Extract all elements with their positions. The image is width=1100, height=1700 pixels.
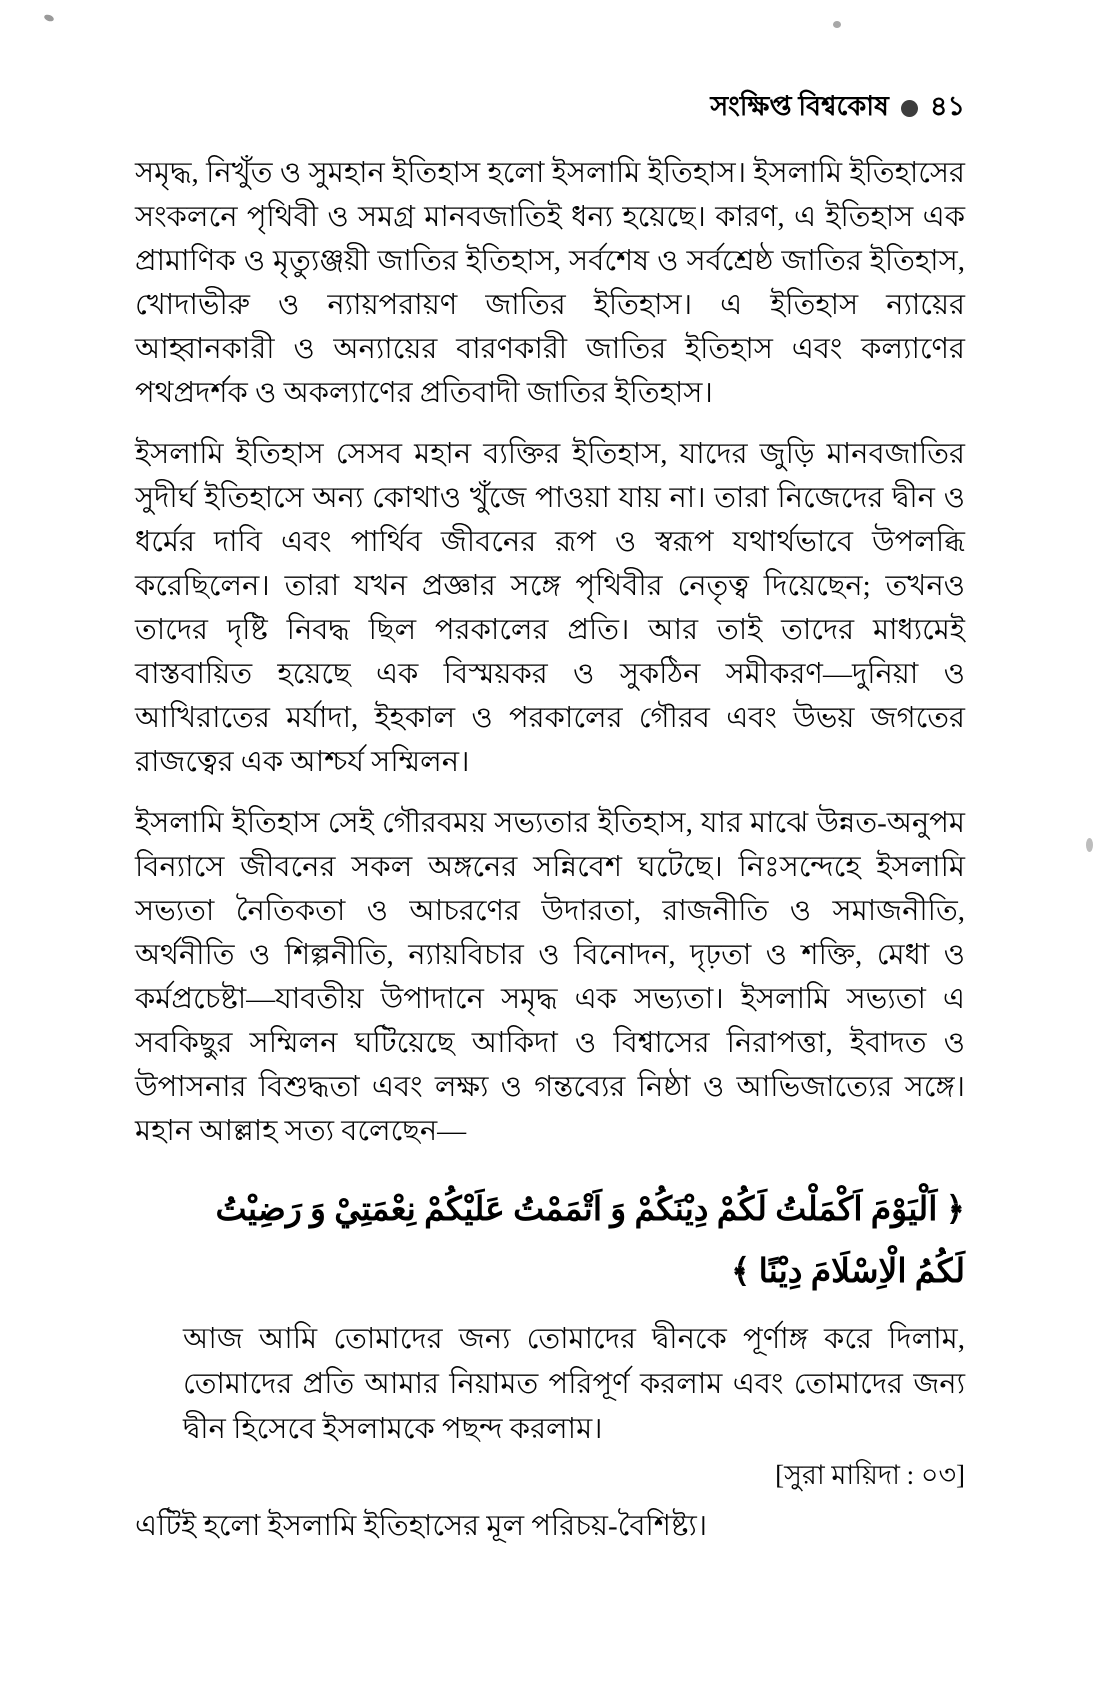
running-header <box>135 86 965 131</box>
verse-citation: [সুরা মায়িদা : ০৩] <box>775 1460 965 1490</box>
running-header-title: সংক্ষিপ্ত বিশ্বকোষ <box>710 91 889 121</box>
scan-speck <box>833 21 841 28</box>
body-paragraph-2: ইসলামি ইতিহাস সেসব মহান ব্যক্তির ইতিহাস, যাদের জুড়ি মানবজাতির সুদীর্ঘ ইতিহাসে অন্য কোথাও খুঁজে পাওয়া যায় না। তারা নিজেদের দ্বীন ও ধর্মের দাবি এবং পার্থিব জীবনের রূপ ও স্বরূপ যথার্থভাবে উপলব্ধি করেছিলেন। তারা যখন প্রজ্ঞার সঙ্গে পৃথিবীর নেতৃত্ব দিয়েছেন; তখনও তাদের দৃষ্টি নিবদ্ধ ছিল পরকালের প্রতি। আর তাই তাদের মাধ্যমেই বাস্তবায়িত হয়েছে এক বিস্ময়কর ও সুকঠিন সমীকরণ—দুনিয়া ও আখিরাতের মর্যাদা, ইহকাল ও পরকালের গৌরব এবং উভয় জগতের রাজত্বের এক আশ্চর্য সম্মিলন। <box>135 438 965 778</box>
body-paragraph-1: সমৃদ্ধ, নিখুঁত ও সুমহান ইতিহাস হলো ইসলামি ইতিহাস। ইসলামি ইতিহাসের সংকলনে পৃথিবী ও সমগ্র মানবজাতিই ধন্য হয়েছে। কারণ, এ ইতিহাস এক প্রামাণিক ও মৃত্যুঞ্জয়ী জাতির ইতিহাস, সর্বশেষ ও সর্বশ্রেষ্ঠ জাতির ইতিহাস, খোদাভীরু ও ন্যায়পরায়ণ জাতির ইতিহাস। এ ইতিহাস ন্যায়ের আহ্বানকারী ও অন্যায়ের বারণকারী জাতির ইতিহাস এবং কল্যাণের পথপ্রদর্শক ও অকল্যাণের প্রতিবাদী জাতির ইতিহাস। <box>135 157 965 409</box>
scan-speck <box>1086 838 1093 852</box>
closing-line: এটিই হলো ইসলামি ইতিহাসের মূল পরিচয়-বৈশিষ্ট্য। <box>135 1510 708 1542</box>
quran-verse-arabic-line-2: لَكُمُ الْاِسْلَامَ دِيْنًا ﴾ <box>731 1254 965 1290</box>
body-paragraph-3: ইসলামি ইতিহাস সেই গৌরবময় সভ্যতার ইতিহাস, যার মাঝে উন্নত-অনুপম বিন্যাসে জীবনের সকল অঙ্গনের সন্নিবেশ ঘটেছে। নিঃসন্দেহে ইসলামি সভ্যতা নৈতিকতা ও আচরণের উদারতা, রাজনীতি ও সমাজনীতি, অর্থনীতি ও শিল্পনীতি, ন্যায়বিচার ও বিনোদন, দৃঢ়তা ও শক্তি, মেধা ও কর্মপ্রচেষ্টা—যাবতীয় উপাদানে সমৃদ্ধ এক সভ্যতা। ইসলামি সভ্যতা এ সবকিছুর সম্মিলন ঘটিয়েছে আকিদা ও বিশ্বাসের নিরাপত্তা, ইবাদত ও উপাসনার বিশুদ্ধতা এবং লক্ষ্য ও গন্তব্যের নিষ্ঠা ও আভিজাত্যের সঙ্গে। মহান আল্লাহ সত্য বলেছেন— <box>135 807 965 1147</box>
verse-translation: আজ আমি তোমাদের জন্য তোমাদের দ্বীনকে পূর্ণাঙ্গ করে দিলাম, তোমাদের প্রতি আমার নিয়ামত পরিপূর্ণ করলাম এবং তোমাদের জন্য দ্বীন হিসেবে ইসলামকে পছন্দ করলাম। <box>183 1323 965 1445</box>
bullet-icon <box>901 100 918 117</box>
quran-verse-arabic-line-1: ﴿ اَلْيَوْمَ اَكْمَلْتُ لَكُمْ دِيْنَكُمْ وَ اَتْمَمْتُ عَلَيْكُمْ نِعْمَتِيْ وَ رَضِيْتُ <box>215 1192 965 1228</box>
page-number: ৪১ <box>929 91 965 121</box>
